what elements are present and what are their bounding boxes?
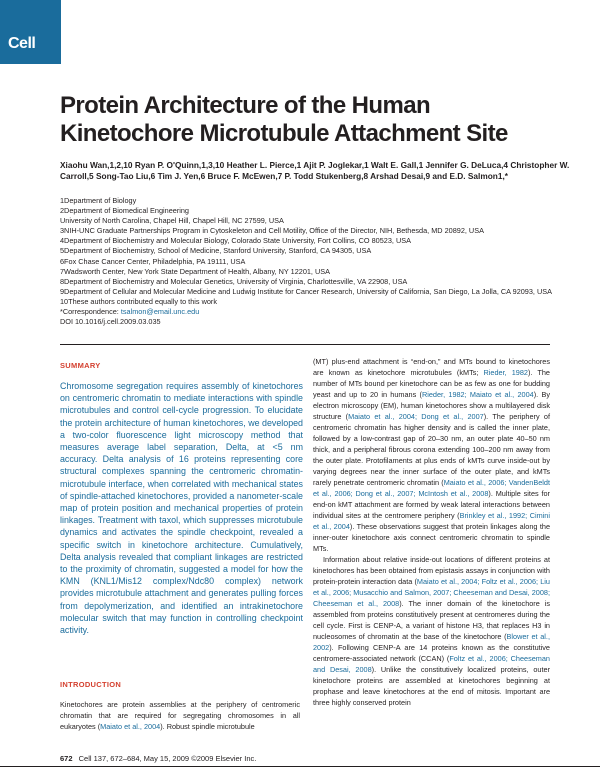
introduction-text [60, 699, 300, 732]
title-line-2: Kinetochore Microtubule Attachment Site [60, 120, 508, 147]
intro-text: Kinetochores are protein assemblies at the periphery of centromeric chromatin that are required for segregating chromosomes in all eukaryotes ( [60, 700, 300, 731]
citation-link[interactable]: Brinkley et al., 1992; Cimini et al., 2004 [313, 511, 550, 531]
doi: DOI 10.1016/j.cell.2009.03.035 [60, 317, 161, 327]
body-paragraph [313, 554, 550, 708]
summary-heading: SUMMARY [60, 361, 101, 370]
footer-rule [0, 766, 600, 767]
intro-text: ). Robust spindle microtubule [160, 722, 255, 731]
correspondence [60, 307, 580, 317]
affiliation: 6Fox Chase Cancer Center, Philadelphia, PA 19111, USA [60, 256, 246, 266]
author-list: Xiaohu Wan,1,2,10 Ryan P. O'Quinn,1,3,10 Heather L. Pierce,1 Ajit P. Joglekar,1 Walt E. Gall,1 Jennifer G. DeLuca,4 Christopher W. Carroll,5 Song-Tao Liu,6 Tim J. Yen,6 Bruce F. McEwen,7 P. Todd Stukenberg,8 Arshad Desai,9 and E.D. Salmon1,* [60, 160, 570, 181]
journal-logo-text: Cell [8, 35, 36, 52]
affiliations [60, 196, 580, 327]
affiliation: 1Department of Biology [60, 196, 137, 205]
title-line-1: Protein Architecture of the Human [60, 92, 431, 119]
body-paragraph [313, 356, 550, 554]
paragraph-text: ). The number of MTs bound per kinetochore can be as few as one for budding yeast and up to 20 in humans ( [313, 368, 550, 399]
article-title [60, 92, 580, 148]
journal-citation: Cell 137, 672–684, May 15, 2009 ©2009 Elsevier Inc. [78, 754, 257, 763]
correspondence-email-link[interactable]: tsalmon@email.unc.edu [120, 307, 200, 317]
affiliation: 10These authors contributed equally to this work [60, 296, 217, 306]
citation-link[interactable]: Maiato et al., 2004; Dong et al., 2007 [348, 412, 484, 421]
paragraph-text: ). Unlike the constitutively localized proteins, outer kinetochore proteins are assembled at kinetochores beginning at prophase and leave kinetochores at the end of mitosis. Important are three highly conserved protein [313, 665, 550, 707]
citation-link[interactable]: Foltz et al., 2006; Cheeseman and Desai, 2008 [313, 654, 550, 674]
citation-link[interactable]: Rieder, 1982; Maiato et al., 2004 [421, 390, 534, 399]
introduction-heading: INTRODUCTION [60, 680, 122, 689]
affiliation: University of North Carolina, Chapel Hill, Chapel Hill, NC 27599, USA [60, 216, 284, 226]
paragraph-text: ). These observations suggest that protein linkages along the inner-outer kinetochore axis connect centromeric chromatin to spindle MTs. [313, 522, 550, 553]
affiliation: 7Wadsworth Center, New York State Department of Health, Albany, NY 12201, USA [60, 266, 330, 276]
affiliation: 9Department of Cellular and Molecular Medicine and Ludwig Institute for Cancer Research, University of California, San Diego, La Jolla, CA 92093, USA [60, 286, 552, 296]
right-column [313, 356, 550, 708]
correspondence-label: *Correspondence: [60, 307, 121, 317]
affiliation: 2Department of Biomedical Engineering [60, 206, 189, 216]
paragraph-text: ). The inner domain of the kinetochore is assembled from proteins constitutively present at centromeres during the cell cycle. First is CENP-A, a variant of histone H3, that replaces H3 in nucleosomes of chromatin at the base of the kinetochore ( [313, 599, 550, 641]
affiliation: 8Department of Biochemistry and Molecular Genetics, University of Virginia, Charlottesville, VA 22908, USA [60, 276, 408, 286]
paragraph-text: ). The periphery of centromeric chromatin has higher density and is called the inner plate, followed by a low-contrast gap of 20–30 nm, an outer plate 40–50 nm thick, and a peripheral fibrous corona extending 100–200 nm away from the outer plate. Protofilaments at plus ends of kMTs curve inside-out by varying degrees near the inner surface of the outer plate, and kMTs rarely penetrate centromeric chromatin ( [313, 412, 551, 487]
paragraph-text: Information about relative inside-out locations of different proteins at kinetochores has been obtained from epistasis assays in conjunction with protein-protein interaction data ( [313, 555, 550, 586]
summary-text: Chromosome segregation requires assembly of kinetochores on centromeric chromatin to mediate interactions with spindle microtubules and control cell-cycle progression. To elucidate the protein architecture of human kinetochores, we developed a two-color fluorescence light microscopy method that measures average label separation, Delta, at <5 nm accuracy. Delta analysis of 16 proteins representing core structural complexes spanning the centromeric chromatin-microtubule interface, when correlated with mechanical states of spindle-attached kinetochores, provided a nanometer-scale map of protein position and mechanical properties of protein linkages. Treatment with taxol, which suppresses microtubule dynamics and activates the spindle checkpoint, revealed a specific switch in kinetochore architecture. Cumulatively, Delta analysis revealed that compliant linkages are restricted to the proximity of chromatin, suggested a model for how the KMN (KNL1/Mis12 complex/Ndc80 complex) network provides microtubule attachment and generates pulling forces from depolymerization, and identified an intrakinetochore molecular switch that may function in controlling checkpoint activity. [60, 381, 303, 636]
affiliation: 4Department of Biochemistry and Molecular Biology, Colorado State University, Fort Collins, CO 80523, USA [60, 236, 411, 246]
journal-logo [0, 0, 61, 64]
citation-link[interactable]: Rieder, 1982 [483, 368, 528, 377]
page-footer [60, 754, 256, 763]
citation-link[interactable]: Blower et al., 2002 [313, 632, 550, 652]
paragraph-text: ). Multiple sites for end-on kMT attachment are formed by weak lateral interactions between individual sites at the centromere periphery ( [313, 489, 550, 520]
paragraph-text: ). By electron microscopy (EM), human kinetochores show a multilayered disk structure ( [313, 390, 550, 421]
affiliation: 3NIH-UNC Graduate Partnerships Program in Cytoskeleton and Cell Motility, Office of the Director, NIH, Bethesda, MD 20892, USA [60, 226, 484, 236]
paragraph-text: (MT) plus-end attachment is “end-on,” and MTs bound to kinetochores are known as kinetochore microtubules (kMTs; [313, 357, 550, 377]
citation-link[interactable]: Maiato et al., 2004 [100, 722, 161, 731]
citation-link[interactable]: Maiato et al., 2006; VandenBeldt et al., 2006; Dong et al., 2007; McIntosh et al., 2008 [313, 478, 550, 498]
citation-link[interactable]: Maiato et al., 2004; Foltz et al., 2006; Liu et al., 2006; Musacchio and Salmon, 2007; Cheeseman and Desai, 2008; Cheeseman et al., 2008 [313, 577, 550, 608]
paragraph-text: ). Following CENP-A are 14 proteins known as the constitutive centromere-associated network (CCAN) ( [313, 643, 550, 663]
affiliation: 5Department of Biochemistry, School of Medicine, Stanford University, Stanford, CA 94305, USA [60, 246, 372, 256]
header-divider [60, 344, 550, 345]
page-number: 672 [60, 754, 73, 763]
